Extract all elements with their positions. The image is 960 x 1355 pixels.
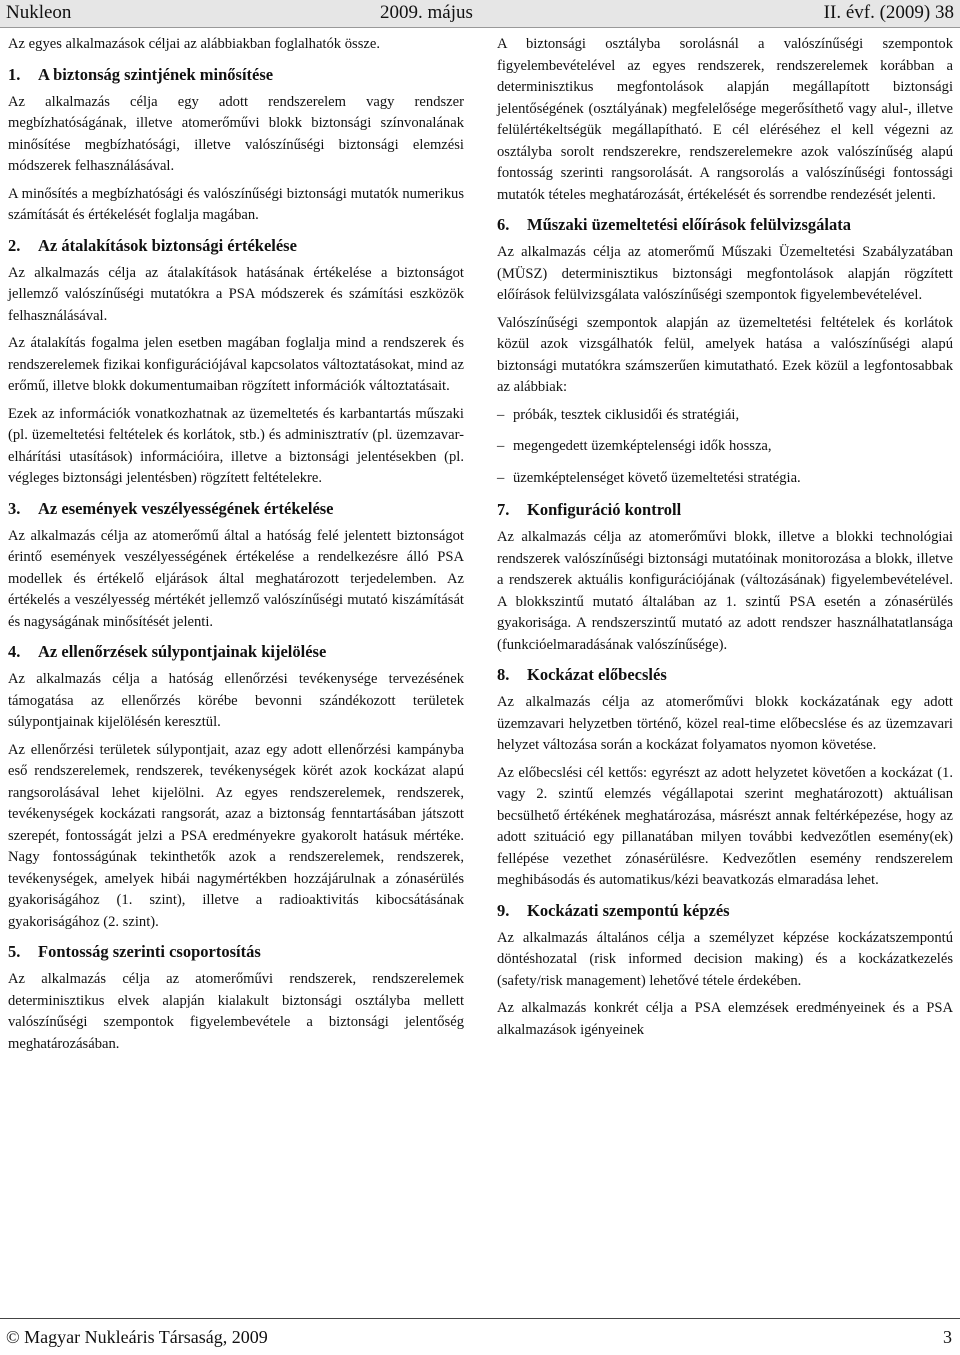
paragraph: Ezek az információk vonatkozhatnak az üzemeltetés és karbantartás műszaki (pl. üzemeltetési feltételek és korlátok, stb.) és adminisztratív (pl. üzemzavar-elhárítási utasítások) információira, illetve a biztonsági jelentésekben (pl. végleges biztonsági jelentésben) rögzített feltételekre. bbox=[8, 405, 464, 486]
paragraph: Az alkalmazás célja az atomerőművi blokk kockázatának egy adott üzemzavari helyzetben történő, közel real-time előbecslése és az üzemzavari helyzet változása során a kockázat folyamatos nyomon követése. bbox=[497, 694, 953, 753]
section-heading-2: 2. Az átalakítások biztonsági értékelése bbox=[8, 235, 297, 255]
paragraph: Az előbecslési cél kettős: egyrészt az adott helyzetet követően a kockázat (1. vagy 2. szintű elemzés végállapotai szerint meghatározott) aktuálisan becsülhető értékének meghatározása, másrészt annak feltérképezése, hogy az adott szituáció egy pillanatában milyen további kedvezőtlen esemény(ek) fellépése vezethet zónasérülésre. Kedvezőtlen esemény rendszerelem meghibásodás és automatikus/kézi beavatkozás elmaradása lehet. bbox=[497, 764, 953, 888]
paragraph: Az alkalmazás általános célja a személyzet képzése kockázatszempontú döntéshozatal (risk informed decision making) és a kockázatkezelés (safety/risk management) lehetővé tétele érdekében. bbox=[497, 929, 953, 989]
list-item: – üzemképtelenséget követő üzemeltetési stratégia. bbox=[497, 468, 953, 490]
section-heading-3: 3. Az események veszélyességének értékelése bbox=[8, 498, 334, 518]
copyright: © Magyar Nukleáris Társaság, 2009 bbox=[6, 1327, 268, 1347]
bullet-list bbox=[497, 405, 953, 490]
list-item: – próbák, tesztek ciklusidői és stratégiái, bbox=[497, 405, 953, 427]
journal-name: Nukleon bbox=[6, 2, 72, 23]
paragraph: Az alkalmazás célja az átalakítások hatásának értékelése a biztonságot jellemző valószínűségi mutatókra a PSA módszerek és számítási eszközök felhasználásával. bbox=[8, 264, 464, 324]
intro-paragraph: Az egyes alkalmazások céljai az alábbiakban foglalhatók össze. bbox=[8, 36, 380, 52]
paragraph: Az átalakítás fogalma jelen esetben magában foglalja mind a rendszerek és rendszerelemek fizikai konfigurációjával kapcsolatos változtatásokat, mind az erőmű, illetve blokk dokumentumaiban rögzített információk változtatásait. bbox=[8, 335, 464, 394]
paragraph: Az alkalmazás célja a hatóság ellenőrzési tevékenysége tervezésének támogatása az ellenőrzés körébe bevonni szándékozott területek súlypontjainak kijelölésén keresztül. bbox=[8, 671, 464, 730]
paragraph: Az alkalmazás célja az atomerőmű Műszaki Üzemeltetési Szabályzatában (MÜSZ) determinisztikus biztonsági megfontolások alapján rögzített előírások felülvizsgálata valószínűségi szempontok figyelembevételével. bbox=[497, 244, 953, 303]
paragraph: Az alkalmazás konkrét célja a PSA elemzések eredményeinek és a PSA alkalmazások igényeinek bbox=[497, 1000, 953, 1038]
right-column bbox=[497, 34, 953, 1047]
paragraph: Az alkalmazás célja egy adott rendszerelem vagy rendszer megbízhatóságának, illetve atomerőművi blokk biztonsági színvonalának minősítése megbízhatósági, illetve valószínűségi biztonsági elemzési módszerek felhasználásával. bbox=[8, 93, 464, 174]
section-heading-1: 1. A biztonság szintjének minősítése bbox=[8, 64, 274, 84]
section-heading-4: 4. Az ellenőrzések súlypontjainak kijelölése bbox=[8, 642, 327, 661]
paragraph: Az alkalmazás célja az atomerőmű által a hatóság felé jelentett biztonságot érintő események veszélyességének értékelése a rendelkezésre álló PSA modellek és értékelő eljárások által meghatározott terjedelemben. Az értékelés a veszélyesség mértékét jellemző valószínűségi mutató kiszámítását és nagyságának minősítését jelenti. bbox=[8, 527, 464, 630]
paragraph: Valószínűségi szempontok alapján az üzemeltetési feltételek és korlátok közül azok vizsgálhatók felül, amelyek hatása a valószínűségi alapú biztonsági mutatókra számszerűen kimutatható. Ezek közül a legfontosabbak az alábbiak: bbox=[497, 314, 953, 395]
paragraph: A biztonsági osztályba sorolásnál a valószínűségi szempontok figyelembevételével az egyes rendszerek, rendszerelemek korábban a determinisztikus megfontolások alapján megállapított biztonsági jelentőségének (osztályának) megfelelősége megerősíthető vagy alul-, illetve felülértékeltségük megállapítható. E cél eléréséhez el kell végezni az osztályba sorolt rendszerekre, rendszerelemekre azok valószínűség alapú fontosság szerinti rangsorolását. A rangsorolás a valószínűségi fontossági mutatók tételes meghatározását, értékelését és sorrendbe rendezését jelenti. bbox=[497, 36, 953, 203]
page-footer bbox=[0, 1318, 960, 1355]
paragraph: Az ellenőrzési területek súlypontjait, azaz egy adott ellenőrzési kampányba eső rendszerelemek, rendszerek, tevékenységek körét azok kockázat alapú rangsorolásával lehet kijelölni. Az egyes rendszerelemek, rendszerek, tevékenységek kockázati rangsorát, azaz a biztonság fenntartásában játszott szerepét, fontosságát jelzi a PSA eredményekre gyakorolt hatásuk mértéke. Nagy fontosságúnak tekinthetők azok a rendszerelemek, rendszerek, tevékenységek, amelyek hibái nagymértékben hozzájárulnak a zónasérülés gyakoriságához (1. szint), illetve a radioaktivitás kibocsátásának gyakoriságához (2. szint). bbox=[8, 741, 464, 930]
page-number: 3 bbox=[943, 1327, 952, 1347]
section-heading-9: 9. Kockázati szempontú képzés bbox=[497, 900, 730, 920]
list-item: – megengedett üzemképtelenségi idők hossza, bbox=[497, 436, 953, 458]
issue-date: 2009. május bbox=[380, 2, 473, 23]
section-heading-7: 7. Konfiguráció kontroll bbox=[497, 500, 682, 519]
section-heading-6: 6. Műszaki üzemeltetési előírások felülvizsgálata bbox=[497, 215, 851, 234]
left-column bbox=[8, 34, 464, 1061]
section-heading-8: 8. Kockázat előbecslés bbox=[497, 665, 667, 684]
running-header bbox=[0, 0, 960, 28]
paragraph: A minősítés a megbízhatósági és valószínűségi biztonsági mutatók numerikus számítását és értékelését foglalja magában. bbox=[8, 185, 464, 223]
volume-info: II. évf. (2009) 38 bbox=[823, 2, 954, 23]
paragraph: Az alkalmazás célja az atomerőművi rendszerek, rendszerelemek determinisztikus elvek alapján kialakult biztonsági osztályba mellett valószínűségi szempontok figyelembevétele a biztonsági jelentőség meghatározásában. bbox=[8, 971, 464, 1052]
section-heading-5: 5. Fontosság szerinti csoportosítás bbox=[8, 942, 261, 961]
paragraph: Az alkalmazás célja az atomerőművi blokk, illetve a blokki technológiai rendszerek valószínűségi biztonsági mutatóinak monitorozása a blokk, illetve a rendszerek aktuális konfigurációjának (változásának) figyelembevételével. A blokkszintű mutató általában az 1. szintű PSA esetén a zónasérülés gyakorisága. A rendszerszintű mutató az adott rendszer használhatatlansága (funkcióelmaradásának valószínűsége). bbox=[497, 529, 953, 653]
